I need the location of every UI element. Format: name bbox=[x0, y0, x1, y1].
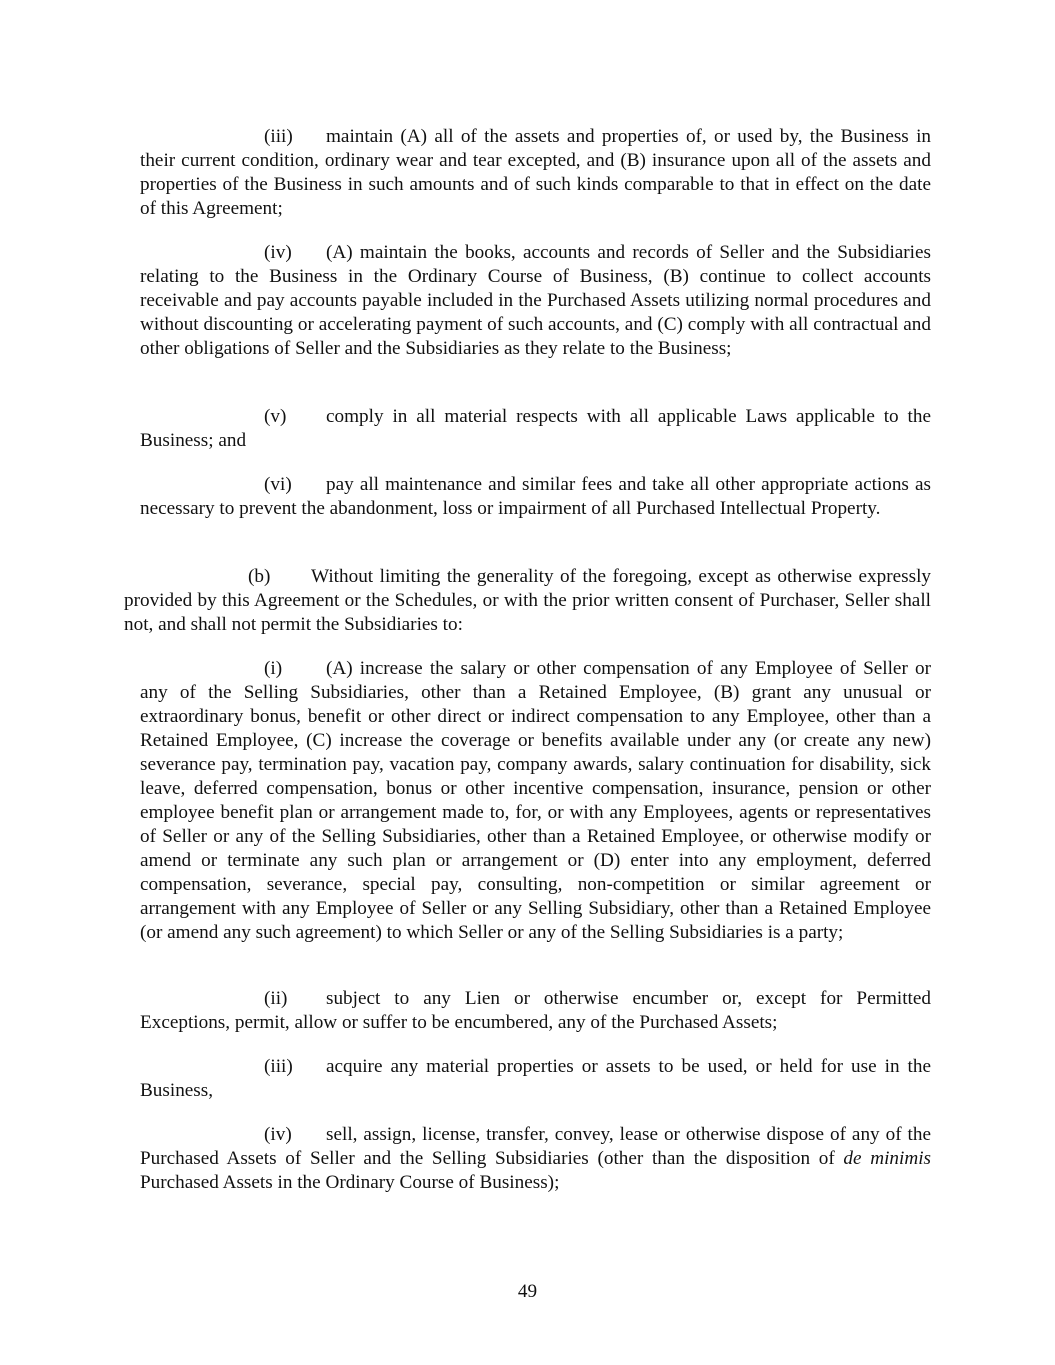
paragraph-text: (A) increase the salary or other compensation of any Employee of Seller or any of the Selling Subsidiaries, other than a Retained Employee, (B) grant any unusual or extraordinary bonus, benefit or other direct or indirect compensation to any Employee, other than a Retained Employee, (C) increase the coverage or benefits available under any (or create any new) severance pay, termination pay, vacation pay, company awards, salary continuation for disability, sick leave, deferred compensation, bonus or other incentive compensation, insurance, pension or other employee benefit plan or arrangement made to, for, or with any Employees, agents or representatives of Seller or any of the Selling Subsidiaries, other than a Retained Employee, or otherwise modify or amend or terminate any such plan or arrangement or (D) enter into any employment, deferred compensation, severance, special pay, consulting, non-competition or similar agreement or arrangement with any Employee of Seller or any Selling Subsidiary, other than a Retained Employee (or amend any such agreement) to which Seller or any of the Selling Subsidiaries is a party; bbox=[140, 658, 931, 943]
paragraph-text-before: sell, assign, license, transfer, convey, lease or otherwise dispose of any of the Purchased Assets of Seller and the Selling Subsidiaries (other than the disposition of bbox=[140, 1124, 931, 1169]
paragraph-b-iii bbox=[140, 1055, 931, 1103]
paragraph-number: (v) bbox=[264, 406, 287, 427]
paragraph-number: (iv) bbox=[264, 1124, 292, 1145]
paragraph-text: (A) maintain the books, accounts and records of Seller and the Subsidiaries relating to the Business in the Ordinary Course of Business, (B) continue to collect accounts receivable and pay accounts payable included in the Purchased Assets utilizing normal procedures and without discounting or accelerating payment of such accounts, and (C) comply with all contractual and other obligations of Seller and the Subsidiaries as they relate to the Business; bbox=[140, 242, 931, 359]
page-number: 49 bbox=[517, 1281, 538, 1302]
paragraph-number: (i) bbox=[264, 658, 283, 679]
paragraph-number: (iii) bbox=[264, 126, 293, 147]
paragraph-number: (vi) bbox=[264, 474, 292, 495]
paragraph-a-iii bbox=[140, 125, 931, 221]
paragraph-text-after: Purchased Assets in the Ordinary Course of Business); bbox=[140, 1172, 560, 1193]
paragraph-b-i bbox=[140, 657, 931, 945]
paragraph-text: subject to any Lien or otherwise encumber or, except for Permitted Exceptions, permit, allow or suffer to be encumbered, any of the Purchased Assets; bbox=[140, 988, 931, 1033]
paragraph-text: maintain (A) all of the assets and properties of, or used by, the Business in their current condition, ordinary wear and tear excepted, and (B) insurance upon all of the assets and properties of the Business in such amounts and of such kinds comparable to that in effect on the date of this Agreement; bbox=[140, 126, 931, 219]
paragraph-text: comply in all material respects with all applicable Laws applicable to the Business; and bbox=[140, 406, 931, 451]
paragraph-a-v bbox=[140, 405, 931, 453]
paragraph-a-iv bbox=[140, 241, 931, 361]
paragraph-number: (ii) bbox=[264, 988, 288, 1009]
paragraph-text: Without limiting the generality of the foregoing, except as otherwise expressly provided by this Agreement or the Schedules, or with the prior written consent of Purchaser, Seller shall not, and shall not permit the Subsidiaries to: bbox=[124, 566, 931, 635]
paragraph-number: (b) bbox=[248, 566, 271, 587]
paragraph-b-iv bbox=[140, 1123, 931, 1195]
paragraph-number: (iv) bbox=[264, 242, 292, 263]
paragraph-b-ii bbox=[140, 987, 931, 1035]
paragraph-number: (iii) bbox=[264, 1056, 293, 1077]
paragraph-a-vi bbox=[140, 473, 931, 521]
paragraph-text: pay all maintenance and similar fees and take all other appropriate actions as necessary to prevent the abandonment, loss or impairment of all Purchased Intellectual Property. bbox=[140, 474, 931, 519]
paragraph-b bbox=[124, 565, 931, 637]
paragraph-text: acquire any material properties or assets to be used, or held for use in the Business, bbox=[140, 1056, 931, 1101]
italic-term: de minimis bbox=[843, 1148, 931, 1169]
